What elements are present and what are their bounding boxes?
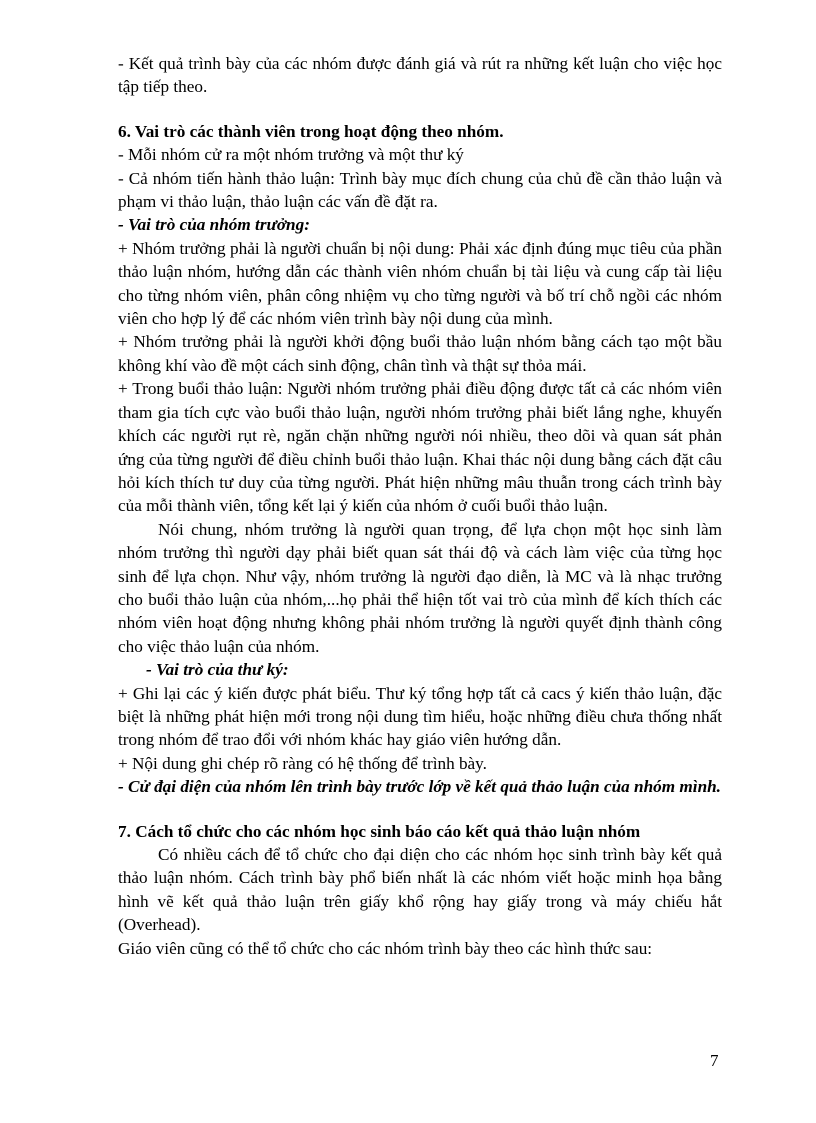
conclusion-paragraph: - Kết quả trình bày của các nhóm được đánh giá và rút ra những kết luận cho việc học tập tiếp theo. bbox=[118, 54, 722, 97]
section-heading-6: 6. Vai trò các thành viên trong hoạt động theo nhóm. bbox=[118, 121, 504, 141]
paragraph-other-forms: Giáo viên cũng có thể tổ chức cho các nhóm trình bày theo các hình thức sau: bbox=[118, 938, 653, 958]
paragraph-leader-prepare: + Nhóm trưởng phải là người chuẩn bị nội dung: Phải xác định đúng mục tiêu của phần thảo luận nhóm, hướng dẫn các thành viên nhóm chuẩn bị tài liệu và cung cấp tài liệu cho từng nhóm viên, phân công nhiệm vụ cho từng người và bố trí chỗ ngồi các nhóm viên cho hợp lý để các nhóm viên trình bày nội dung của mình. bbox=[118, 238, 722, 329]
paragraph-leader-secretary: - Mỗi nhóm cử ra một nhóm trưởng và một thư ký bbox=[118, 145, 464, 165]
paragraph-reporting-methods: Có nhiều cách để tổ chức cho đại diện cho các nhóm học sinh trình bày kết quả thảo luận nhóm. Cách trình bày phổ biến nhất là các nhóm viết hoặc minh họa bằng hình vẽ kết quả thảo luận trên giấy khổ rộng hay giấy trong và máy chiếu hắt (Overhead). bbox=[118, 845, 722, 935]
paragraph-leader-during: + Trong buổi thảo luận: Người nhóm trưởng phải điều động được tất cả các nhóm viên tham gia tích cực vào buổi thảo luận, người nhóm trưởng phải biết lắng nghe, khuyến khích các người rụt rè, ngăn chặn những người nói nhiều, theo dõi và quan sát phản ứng của từng người để điều chỉnh buổi thảo luận. Khai thác nội dung bằng cách đặt câu hỏi kích thích tư duy của từng người. Phát hiện những mâu thuẫn trong cách trình bày của mỗi thành viên, tổng kết lại ý kiến của nhóm ở cuối buổi thảo luận. bbox=[118, 379, 722, 516]
paragraph-leader-summary: Nói chung, nhóm trưởng là người quan trọng, để lựa chọn một học sinh làm nhóm trưởng thì người dạy phải biết quan sát thái độ và cách làm việc của từng học sinh để lựa chọn. Như vậy, nhóm trưởng là người đạo diễn, là MC và là nhạc trưởng cho buổi thảo luận của nhóm,...họ phải thể hiện tốt vai trò của mình để kích thích các nhóm viên hoạt động nhưng không phải nhóm trưởng là người quyết định thành công cho việc thảo luận của nhóm. bbox=[118, 519, 722, 656]
subheading-secretary-role: - Vai trò của thư ký: bbox=[146, 660, 289, 680]
paragraph-leader-start: + Nhóm trưởng phải là người khởi động buổi thảo luận nhóm bằng cách tạo một bầu không khí vào đề một cách sinh động, chân tình và thật sự thỏa mái. bbox=[118, 332, 722, 375]
section-heading-7: 7. Cách tổ chức cho các nhóm học sinh báo cáo kết quả thảo luận nhóm bbox=[118, 821, 641, 841]
subheading-leader-role: - Vai trò của nhóm trưởng: bbox=[118, 215, 310, 235]
document-page bbox=[118, 52, 722, 960]
paragraph-secretary-notes: + Ghi lại các ý kiến được phát biểu. Thư ký tổng hợp tất cả cacs ý kiến thảo luận, đặc biệt là những phát hiện mới trong nội dung tìm hiểu, hoặc những điều chưa thống nhất trong nhóm để trao đổi với nhóm khác hay giáo viên hướng dẫn. bbox=[118, 683, 722, 750]
paragraph-group-discussion: - Cả nhóm tiến hành thảo luận: Trình bày mục đích chung của chủ đề cần thảo luận và phạm vi thảo luận, thảo luận các vấn đề đặt ra. bbox=[118, 168, 722, 212]
paragraph-representative: - Cử đại diện của nhóm lên trình bày trước lớp về kết quả thảo luận của nhóm mình. bbox=[118, 777, 721, 797]
paragraph-secretary-content: + Nội dung ghi chép rõ ràng có hệ thống để trình bày. bbox=[118, 753, 487, 773]
page-number: 7 bbox=[710, 1051, 719, 1070]
